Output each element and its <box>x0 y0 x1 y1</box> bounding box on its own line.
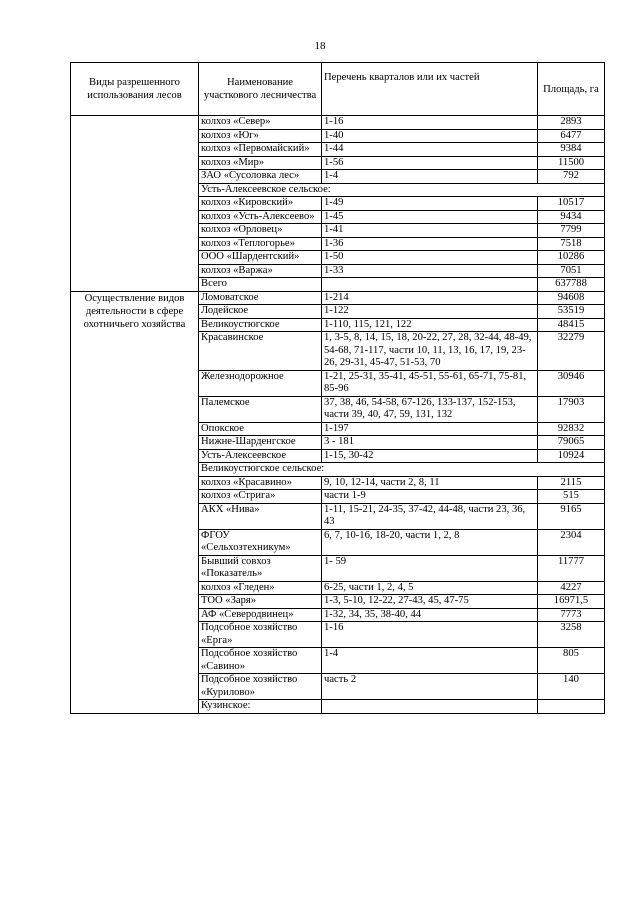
forestry-name-cell: колхоз «Север» <box>199 116 322 130</box>
area-cell: 9165 <box>538 503 605 529</box>
forestry-name-cell: Всего <box>199 278 322 292</box>
quarters-cell: 1-110, 115, 121, 122 <box>322 318 538 332</box>
page-number: 18 <box>314 40 326 52</box>
forestry-name-cell: Усть-Алексеевское <box>199 449 322 463</box>
area-cell: 17903 <box>538 396 605 422</box>
forestry-name-cell: колхоз «Юг» <box>199 129 322 143</box>
area-cell: 48415 <box>538 318 605 332</box>
quarters-cell: 1-122 <box>322 305 538 319</box>
forestry-name-cell: АКХ «Нива» <box>199 503 322 529</box>
header-area: Площадь, га <box>538 63 605 116</box>
forestry-name-cell: ФГОУ «Сельхозтехникум» <box>199 529 322 555</box>
forestry-name-cell: Опокское <box>199 422 322 436</box>
table-row <box>71 116 605 130</box>
area-cell: 2304 <box>538 529 605 555</box>
quarters-cell: часть 2 <box>322 674 538 700</box>
header-quarters: Перечень кварталов или их частей <box>322 63 538 116</box>
area-cell: 79065 <box>538 436 605 450</box>
quarters-cell <box>322 700 538 714</box>
area-cell: 3258 <box>538 622 605 648</box>
table-header-row <box>71 63 605 116</box>
area-cell: 805 <box>538 648 605 674</box>
forestry-name-cell: колхоз «Орловец» <box>199 224 322 238</box>
table-body <box>71 116 605 714</box>
forestry-name-cell: колхоз «Гледен» <box>199 581 322 595</box>
quarters-cell: 1-41 <box>322 224 538 238</box>
area-cell: 6477 <box>538 129 605 143</box>
quarters-cell: 1-56 <box>322 156 538 170</box>
area-cell: 2115 <box>538 476 605 490</box>
forestry-name-cell: колхоз «Красавино» <box>199 476 322 490</box>
area-cell: 7773 <box>538 608 605 622</box>
forestry-name-cell: колхоз «Стрига» <box>199 490 322 504</box>
forestry-name-cell: колхоз «Усть-Алексеево» <box>199 210 322 224</box>
forestry-name-cell: Подсобное хозяйство «Ерга» <box>199 622 322 648</box>
quarters-cell: 1-4 <box>322 170 538 184</box>
forestry-name-cell: Красавинское <box>199 332 322 371</box>
area-cell: 11777 <box>538 555 605 581</box>
header-forestry-name: Наименование участкового лесничества <box>199 63 322 116</box>
use-type-cell <box>71 116 199 292</box>
quarters-cell: 1-11, 15-21, 24-35, 37-42, 44-48, части 23, 36, 43 <box>322 503 538 529</box>
area-cell: 515 <box>538 490 605 504</box>
forest-use-table <box>70 62 605 714</box>
forestry-name-cell: Великоустюгское <box>199 318 322 332</box>
quarters-cell: 9, 10, 12-14, части 2, 8, 11 <box>322 476 538 490</box>
forestry-name-cell: Подсобное хозяйство «Савино» <box>199 648 322 674</box>
quarters-cell: 1-36 <box>322 237 538 251</box>
quarters-cell: 3 - 181 <box>322 436 538 450</box>
forestry-name-cell: Бывший совхоз «Показатель» <box>199 555 322 581</box>
quarters-cell: 37, 38, 46, 54-58, 67-126, 133-137, 152-153, части 39, 40, 47, 59, 131, 132 <box>322 396 538 422</box>
quarters-cell: 1-3, 5-10, 12-22, 27-43, 45, 47-75 <box>322 595 538 609</box>
forestry-name-cell: колхоз «Кировский» <box>199 197 322 211</box>
use-type-cell: Осуществление видов деятельности в сфере охотничьего хозяйства <box>71 291 199 713</box>
area-cell: 9384 <box>538 143 605 157</box>
area-cell: 637788 <box>538 278 605 292</box>
quarters-cell: 1-214 <box>322 291 538 305</box>
area-cell: 9434 <box>538 210 605 224</box>
forestry-name-cell: Подсобное хозяйство «Курилово» <box>199 674 322 700</box>
quarters-cell: 6, 7, 10-16, 18-20, части 1, 2, 8 <box>322 529 538 555</box>
forestry-name-cell: Ломоватское <box>199 291 322 305</box>
quarters-cell: 1- 59 <box>322 555 538 581</box>
area-cell: 11500 <box>538 156 605 170</box>
region-label: Великоустюгское сельское: <box>199 463 605 477</box>
quarters-cell: 1-32, 34, 35, 38-40, 44 <box>322 608 538 622</box>
forestry-name-cell: колхоз «Мир» <box>199 156 322 170</box>
forestry-name-cell: ООО «Шардентский» <box>199 251 322 265</box>
forestry-name-cell: ЗАО «Сусоловка лес» <box>199 170 322 184</box>
area-cell: 4227 <box>538 581 605 595</box>
area-cell: 32279 <box>538 332 605 371</box>
area-cell: 140 <box>538 674 605 700</box>
area-cell: 10286 <box>538 251 605 265</box>
quarters-cell: 1-4 <box>322 648 538 674</box>
quarters-cell: 1-40 <box>322 129 538 143</box>
area-cell: 92832 <box>538 422 605 436</box>
quarters-cell: 1-21, 25-31, 35-41, 45-51, 55-61, 65-71, 75-81, 85-96 <box>322 370 538 396</box>
area-cell: 7518 <box>538 237 605 251</box>
area-cell: 16971,5 <box>538 595 605 609</box>
quarters-cell: 1-49 <box>322 197 538 211</box>
quarters-cell: 1-16 <box>322 116 538 130</box>
quarters-cell: 1-45 <box>322 210 538 224</box>
quarters-cell: 1-33 <box>322 264 538 278</box>
area-cell: 10517 <box>538 197 605 211</box>
region-label: Усть-Алексеевское сельское: <box>199 183 605 197</box>
area-cell <box>538 700 605 714</box>
area-cell: 2893 <box>538 116 605 130</box>
quarters-cell: 1-44 <box>322 143 538 157</box>
forestry-name-cell: Палемское <box>199 396 322 422</box>
header-use-type: Виды разрешенного использования лесов <box>71 63 199 116</box>
forestry-name-cell: колхоз «Варжа» <box>199 264 322 278</box>
forestry-name-cell: АФ «Северодвинец» <box>199 608 322 622</box>
quarters-cell: 6-25, части 1, 2, 4, 5 <box>322 581 538 595</box>
forestry-name-cell: колхоз «Первомайский» <box>199 143 322 157</box>
quarters-cell: части 1-9 <box>322 490 538 504</box>
area-cell: 7051 <box>538 264 605 278</box>
quarters-cell: 1-15, 30-42 <box>322 449 538 463</box>
area-cell: 792 <box>538 170 605 184</box>
quarters-cell <box>322 278 538 292</box>
table-row <box>71 291 605 305</box>
area-cell: 94608 <box>538 291 605 305</box>
quarters-cell: 1-16 <box>322 622 538 648</box>
area-cell: 53519 <box>538 305 605 319</box>
forestry-name-cell: Лодейское <box>199 305 322 319</box>
quarters-cell: 1, 3-5, 8, 14, 15, 18, 20-22, 27, 28, 32-44, 48-49, 54-68, 71-117, части 10, 11, 13, 16, 17, 19, 23-26, 29-31, 45-47, 51-53, 70 <box>322 332 538 371</box>
forestry-name-cell: Нижне-Шарденгское <box>199 436 322 450</box>
forestry-name-cell: Кузинское: <box>199 700 322 714</box>
quarters-cell: 1-197 <box>322 422 538 436</box>
area-cell: 30946 <box>538 370 605 396</box>
quarters-cell: 1-50 <box>322 251 538 265</box>
area-cell: 10924 <box>538 449 605 463</box>
forestry-name-cell: Железнодорожное <box>199 370 322 396</box>
forestry-name-cell: колхоз «Теплогорье» <box>199 237 322 251</box>
area-cell: 7799 <box>538 224 605 238</box>
forestry-name-cell: ТОО «Заря» <box>199 595 322 609</box>
